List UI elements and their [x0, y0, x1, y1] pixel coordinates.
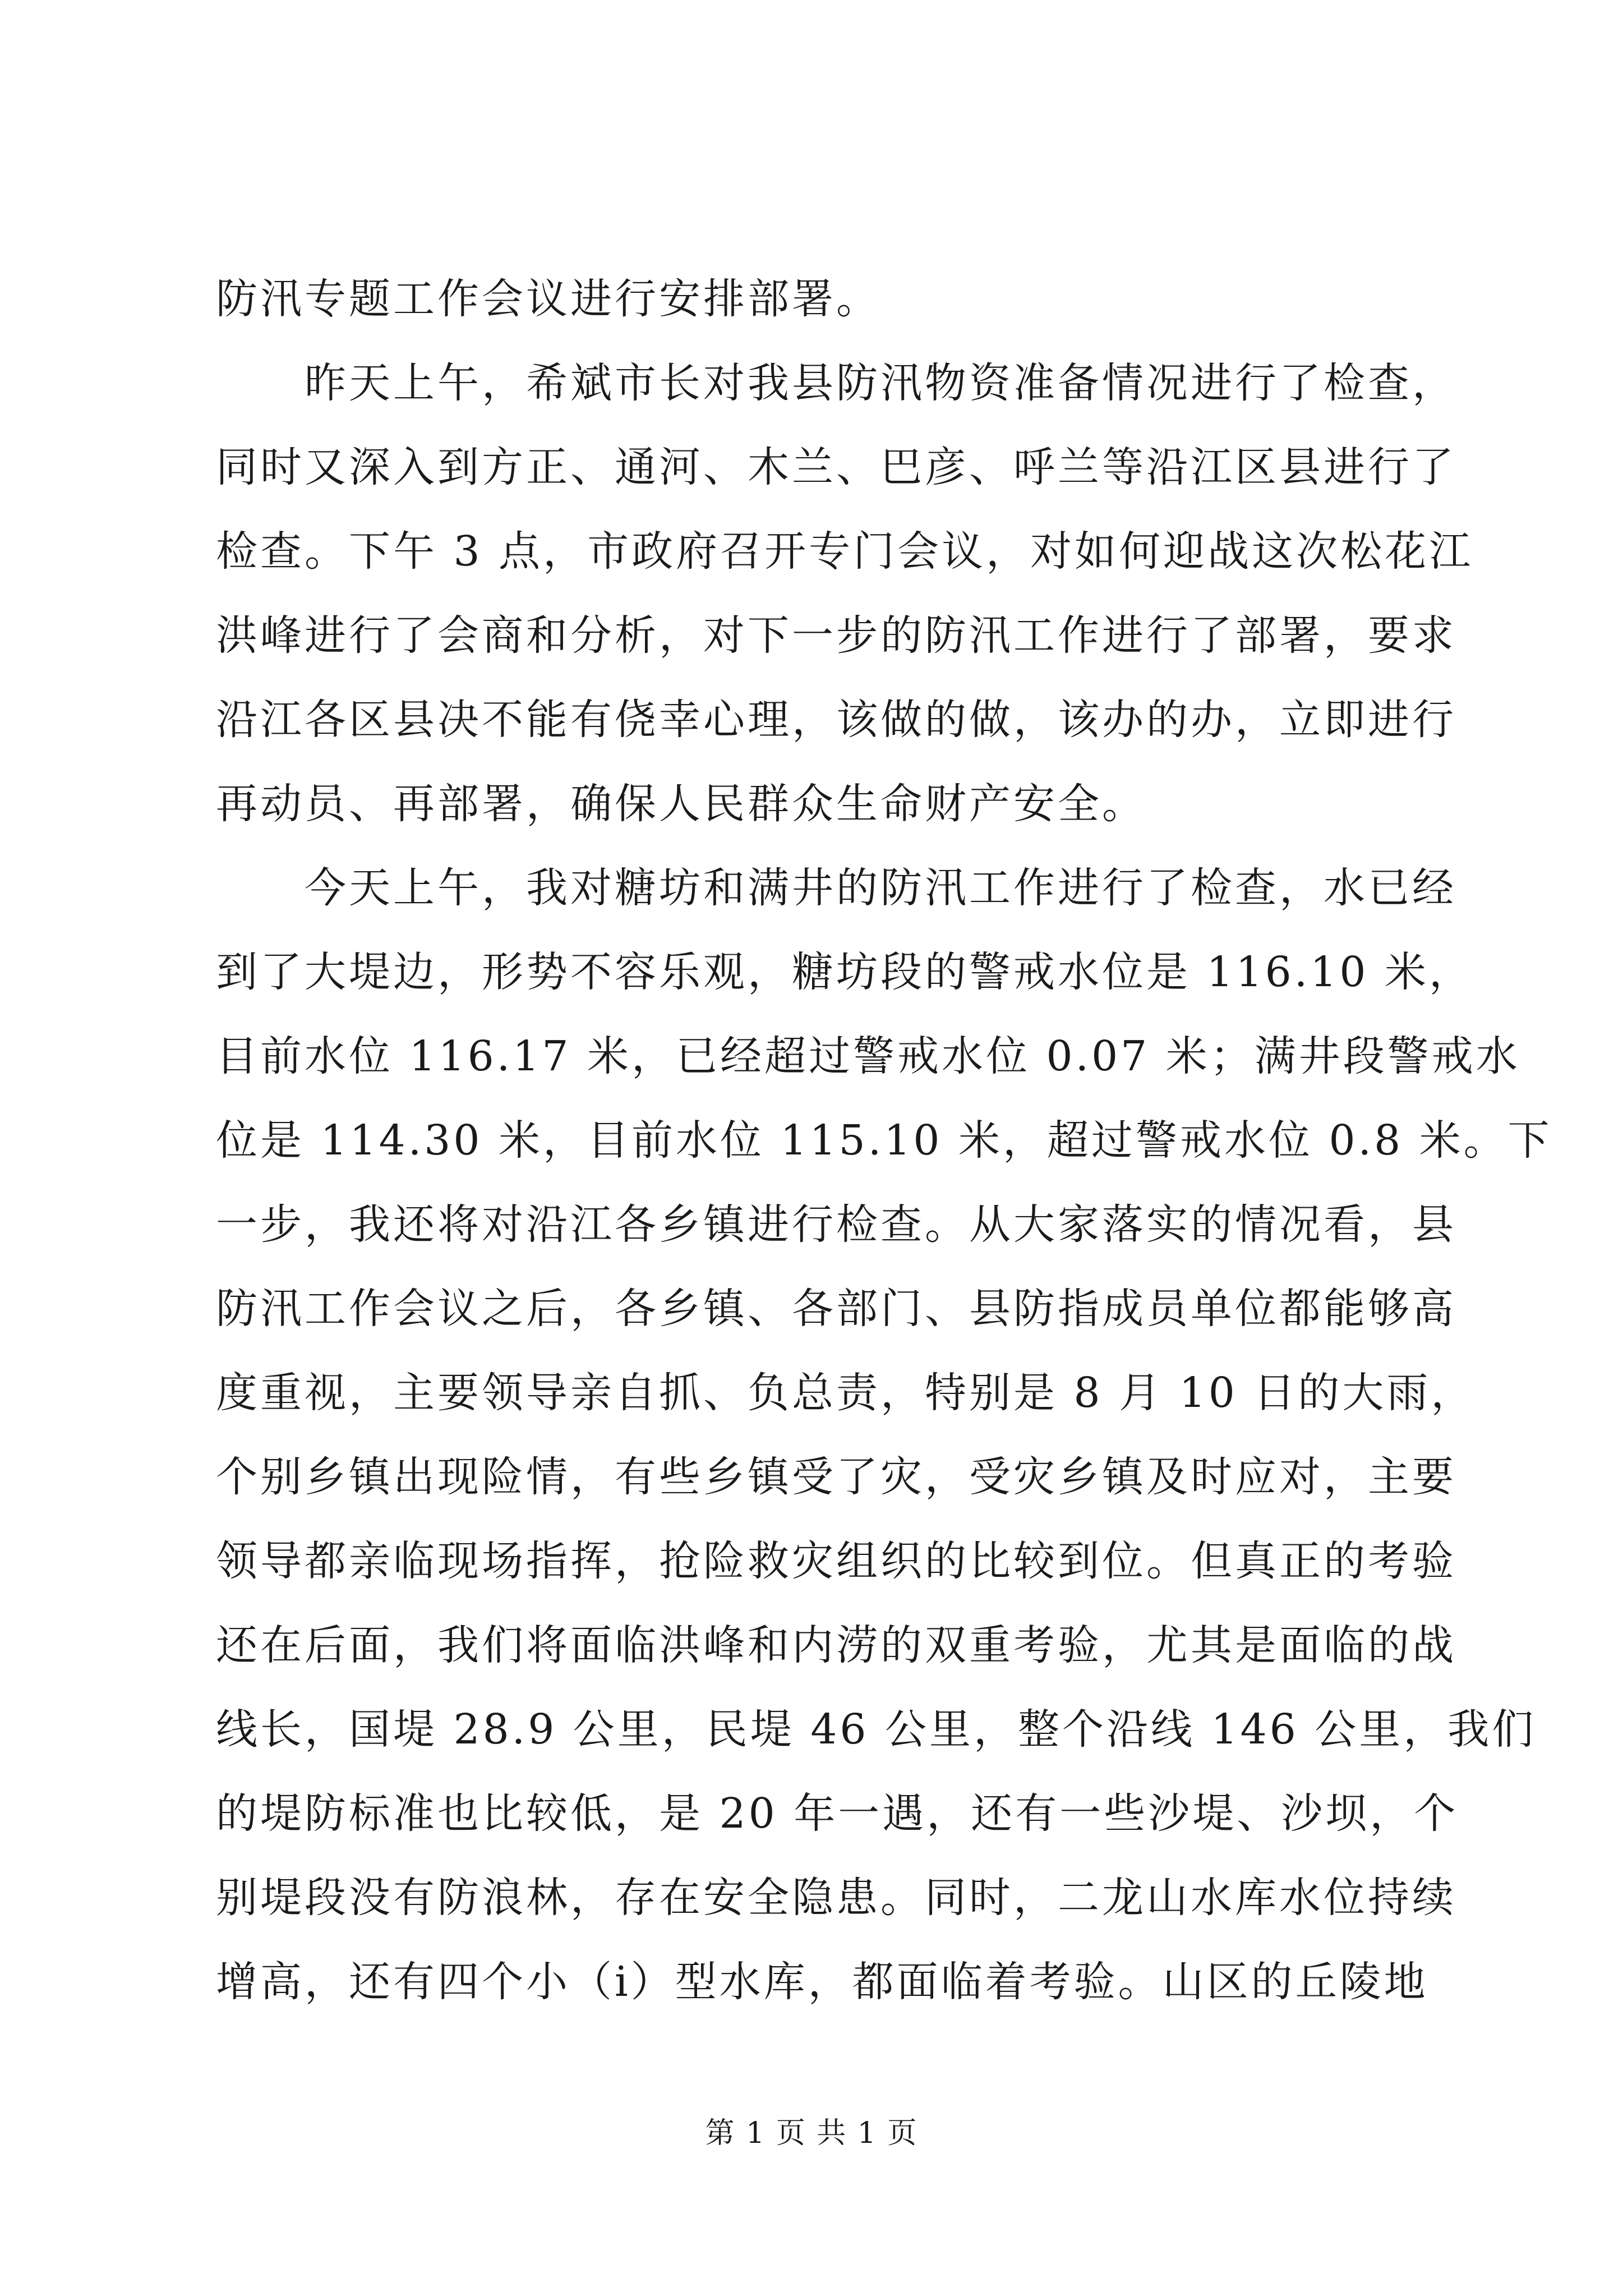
text-line: 增高，还有四个小（ⅰ）型水库，都面临着考验。山区的丘陵地	[216, 1958, 1428, 2006]
text-line: 领导都亲临现场指挥，抢险救灾组织的比较到位。但真正的考验	[216, 1537, 1456, 1585]
page-number-footer: 第 1 页 共 1 页	[705, 2116, 918, 2150]
text-line: 还在后面，我们将面临洪峰和内涝的双重考验，尤其是面临的战	[216, 1621, 1456, 1669]
text-line: 线长，国堤 28.9 公里，民堤 46 公里，整个沿线 146 公里，我们	[216, 1705, 1537, 1754]
text-line: 目前水位 116.17 米，已经超过警戒水位 0.07 米；满井段警戒水	[216, 1032, 1520, 1080]
text-line: 昨天上午，希斌市长对我县防汛物资准备情况进行了检查，	[305, 359, 1456, 407]
text-line: 个别乡镇出现险情，有些乡镇受了灾，受灾乡镇及时应对，主要	[216, 1453, 1456, 1501]
text-line: 别堤段没有防浪林，存在安全隐患。同时，二龙山水库水位持续	[216, 1874, 1456, 1922]
text-line: 防汛专题工作会议进行安排部署。	[216, 275, 880, 323]
text-line: 到了大堤边，形势不容乐观，糖坊段的警戒水位是 116.10 米，	[216, 948, 1473, 996]
text-line: 检查。下午 3 点，市政府召开专门会议，对如何迎战这次松花江	[216, 527, 1474, 576]
text-line: 的堤防标准也比较低，是 20 年一遇，还有一些沙堤、沙坝，个	[216, 1789, 1459, 1838]
text-line: 度重视，主要领导亲自抓、负总责，特别是 8 月 10 日的大雨，	[216, 1369, 1476, 1417]
text-line: 位是 114.30 米，目前水位 115.10 米，超过警戒水位 0.8 米。下	[216, 1116, 1552, 1165]
text-line: 沿江各区县决不能有侥幸心理，该做的做，该办的办，立即进行	[216, 696, 1456, 744]
text-line: 一步，我还将对沿江各乡镇进行检查。从大家落实的情况看，县	[216, 1200, 1456, 1249]
text-line: 再动员、再部署，确保人民群众生命财产安全。	[216, 780, 1146, 828]
text-line: 同时又深入到方正、通河、木兰、巴彦、呼兰等沿江区县进行了	[216, 443, 1456, 491]
document-body	[216, 257, 1552, 2024]
text-line: 今天上午，我对糖坊和满井的防汛工作进行了检查，水已经	[305, 864, 1456, 912]
text-line: 防汛工作会议之后，各乡镇、各部门、县防指成员单位都能够高	[216, 1285, 1456, 1333]
text-line: 洪峰进行了会商和分析，对下一步的防汛工作进行了部署，要求	[216, 611, 1456, 660]
